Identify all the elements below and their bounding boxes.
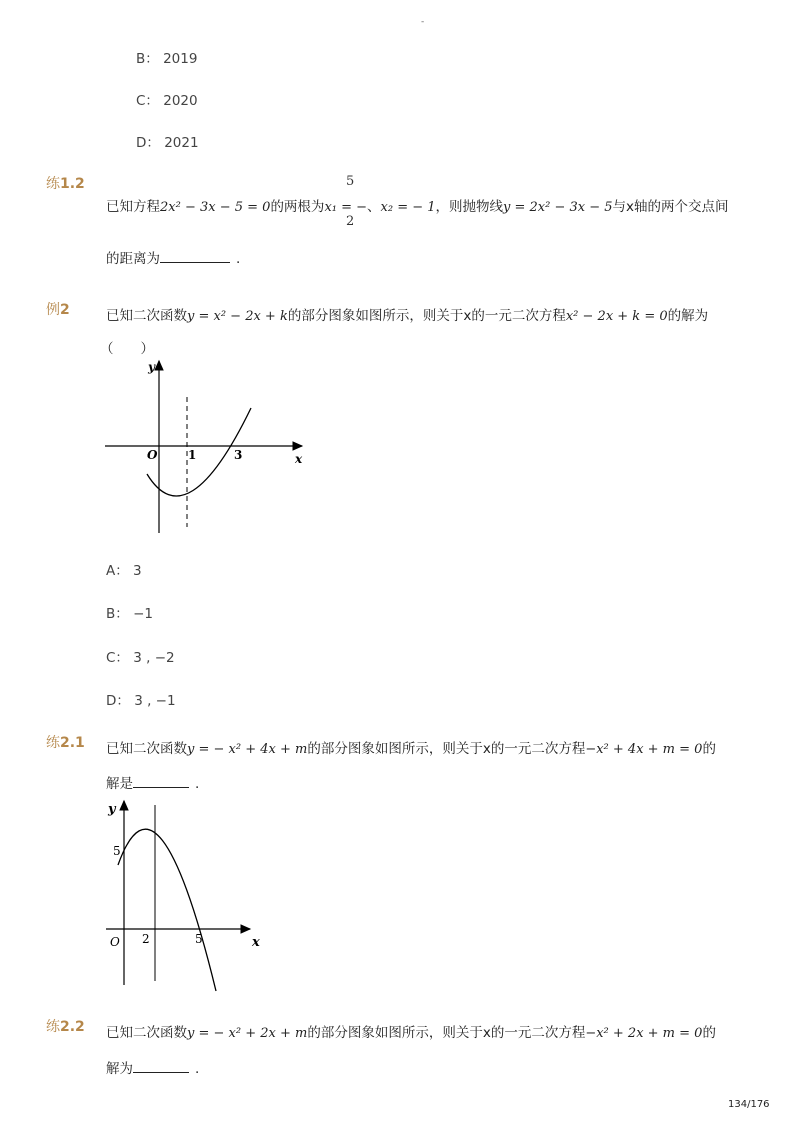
question-text: 已知二次函数 [106,308,187,324]
answer-paren: （ ） [100,341,154,357]
origin-label: O [147,448,158,462]
y-axis-label: y [108,802,116,817]
tick-label-2: 2 [142,932,150,946]
equation: y = 2x² − 3x − 5 [503,200,613,215]
tag-char: 例 [46,302,60,318]
question-text-line2 [106,1057,199,1077]
period: . [195,776,200,792]
separator: 、 [367,199,381,215]
root-x2: x₂ = − 1 [380,200,436,215]
header-mark: - [421,17,425,27]
answer-blank[interactable] [133,787,189,788]
question-text-line2 [106,247,240,267]
question-text: 的 [702,1025,716,1041]
question-text-line1 [106,1021,716,1041]
tick-label-1: 1 [188,448,197,462]
question-text: 的部分图象如图所示，则关于x的一元二次方程 [307,741,586,757]
question-text: 解为 [106,1061,133,1077]
question-text: 的两根为 [270,199,325,215]
tick-label-5: 5 [195,932,203,946]
equation: −x² + 2x + m = 0 [585,1026,703,1041]
question-tag [46,299,70,319]
origin-label: O [110,935,120,949]
option-text: −1 [133,606,153,622]
period: . [236,251,241,267]
fraction-denominator: 2 [346,214,355,229]
question-text: 的 [702,741,716,757]
question-text: ，则抛物线 [435,199,504,215]
equation: 2x² − 3x − 5 = 0 [160,200,271,215]
option-b[interactable] [136,47,197,67]
option-key: C： [136,93,159,109]
option-d[interactable] [136,131,199,151]
root-x1: x₁ = − [324,200,368,215]
x-axis-label: x [252,935,260,950]
option-key: D： [136,135,160,151]
question-text: 的解为 [667,308,709,324]
equation: y = − x² + 4x + m [187,742,308,757]
fraction-numerator: 5 [346,174,355,189]
equation: −x² + 4x + m = 0 [585,742,703,757]
tag-number: 2.1 [60,735,85,751]
parabola-graph [100,355,310,540]
option-c[interactable] [106,646,175,666]
question-text: 与x轴的两个交点间 [612,199,729,215]
tag-number: 2.2 [60,1019,85,1035]
option-c[interactable] [136,89,198,109]
question-text-line1 [106,737,716,757]
tick-label-3: 3 [234,448,243,462]
option-b[interactable] [106,602,153,622]
question-text: 的距离为 [106,251,160,267]
option-text: 3 , −2 [133,650,175,666]
answer-blank[interactable] [160,262,230,263]
option-text: 2021 [164,135,199,151]
option-text: 2019 [163,51,198,67]
option-key: B： [136,51,159,67]
option-key: D： [106,693,130,709]
question-text: 已知方程 [106,199,160,215]
tag-char: 练 [46,735,60,751]
question-tag [46,732,85,752]
question-tag [46,173,85,193]
question-text: 的部分图象如图所示，则关于x的一元二次方程 [307,1025,586,1041]
y-intercept-label: 5 [113,844,121,858]
tag-number: 1.2 [60,176,85,192]
equation: y = − x² + 2x + m [187,1026,308,1041]
equation: y = x² − 2x + k [187,309,288,324]
question-text: 已知二次函数 [106,741,187,757]
question-text: 解是 [106,776,133,792]
y-axis-label: y [148,360,155,374]
option-key: A： [106,563,129,579]
parabola-graph [100,793,270,993]
question-text: 已知二次函数 [106,1025,187,1041]
x-axis-label: x [295,452,303,466]
question-text: 的部分图象如图所示，则关于x的一元二次方程 [287,308,566,324]
option-text: 2020 [163,93,198,109]
question-tag [46,1016,85,1036]
equation: x² − 2x + k = 0 [565,309,668,324]
option-text: 3 , −1 [134,693,176,709]
parabola-curve [118,829,216,991]
option-a[interactable] [106,559,142,579]
option-key: B： [106,606,129,622]
option-d[interactable] [106,689,176,709]
option-text: 3 [133,563,142,579]
tag-char: 练 [46,1019,60,1035]
page-number: 134/176 [728,1099,770,1110]
question-text-line1 [106,195,729,215]
question-text-line2 [106,772,199,792]
question-text-line1 [106,304,708,324]
tag-char: 练 [46,176,60,192]
period: . [195,1061,200,1077]
option-key: C： [106,650,129,666]
answer-blank[interactable] [133,1072,189,1073]
tag-number: 2 [60,302,70,318]
